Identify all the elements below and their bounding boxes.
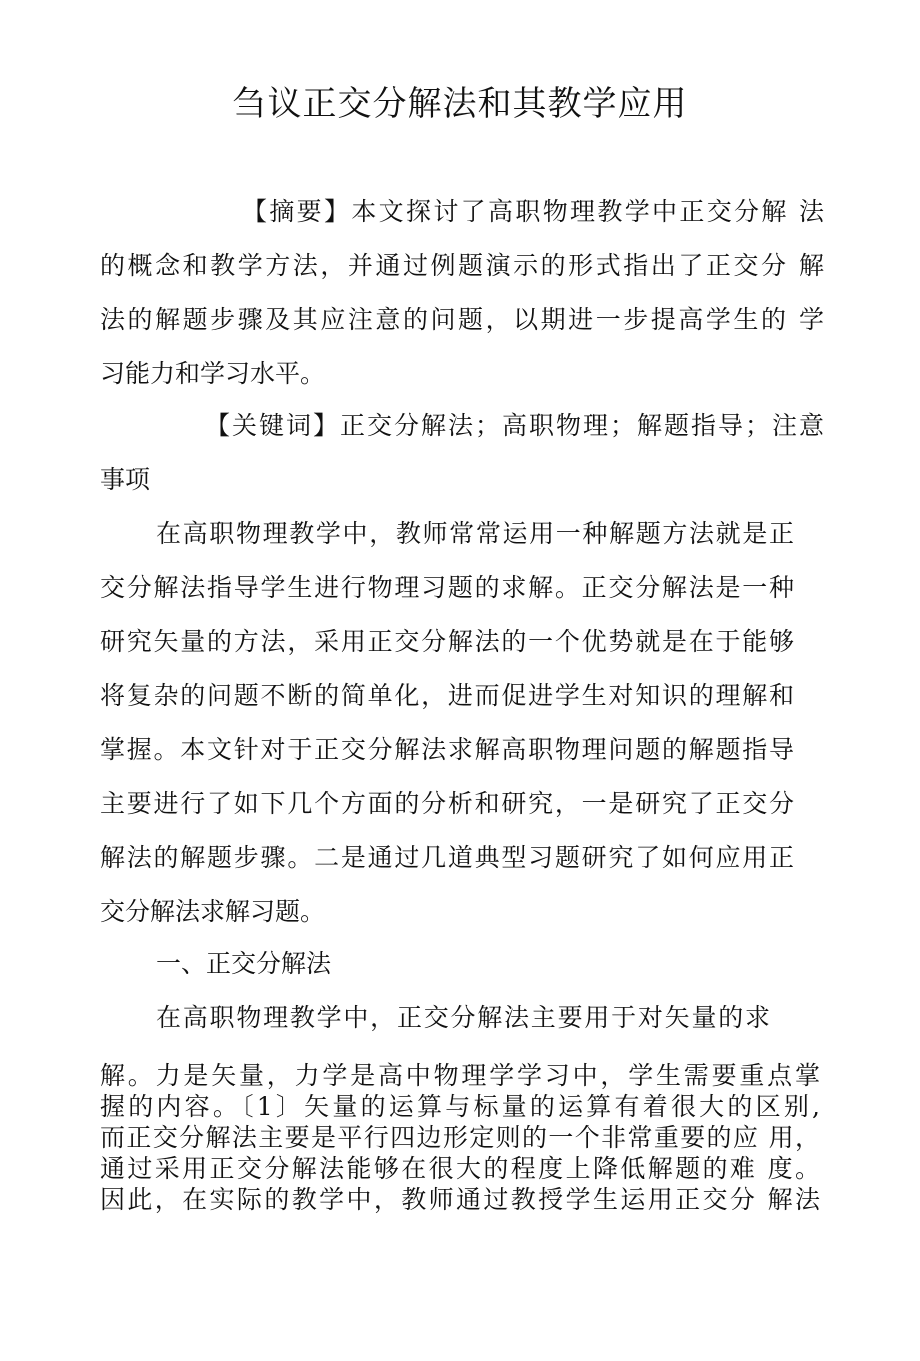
body-line: 在高职物理教学中，正交分解法主要用于对矢量的求 — [156, 1003, 770, 1032]
section-heading — [100, 937, 824, 991]
section-paragraph-continued — [100, 1060, 820, 1215]
section-heading-text: 一、正交分解法 — [156, 949, 332, 978]
body-line: 交分解法求解习题。 — [100, 897, 326, 926]
keywords-paragraph — [100, 399, 824, 507]
section-paragraph-first-line — [100, 991, 770, 1045]
body-line: 研究矢量的方法，采用正交分解法的一个优势就是在于能够 — [100, 627, 794, 656]
keywords-line: 【关键词】正交分解法；高职物理；解题指导；注意 — [205, 411, 824, 440]
keywords-line: 事项 — [100, 465, 151, 494]
abstract-line: 【摘要】本文探讨了高职物理教学中正交分解 法 — [242, 197, 824, 226]
abstract-paragraph — [100, 185, 824, 401]
abstract-line: 习能力和学习水平。 — [100, 359, 326, 388]
body-line: 而正交分解法主要是平行四边形定则的一个非常重要的应 用， — [100, 1123, 820, 1152]
body-line: 通过采用正交分解法能够在很大的程度上降低解题的难 度。 — [100, 1154, 820, 1183]
body-line: 握的内容。〔1〕矢量的运算与标量的运算有着很大的区别, — [100, 1092, 820, 1121]
body-line: 交分解法指导学生进行物理习题的求解。正交分解法是一种 — [100, 573, 794, 602]
body-line: 在高职物理教学中，教师常常运用一种解题方法就是正 — [156, 519, 794, 548]
abstract-line: 的概念和教学方法，并通过例题演示的形式指出了正交分 解 — [100, 251, 824, 280]
body-line: 因此，在实际的教学中，教师通过教授学生运用正交分 解法 — [100, 1185, 820, 1214]
abstract-line: 法的解题步骤及其应注意的问题，以期进一步提高学生的 学 — [100, 305, 824, 334]
document-title: 刍议正交分解法和其教学应用 — [232, 84, 688, 124]
intro-paragraph — [100, 507, 794, 939]
body-line: 掌握。本文针对于正交分解法求解高职物理问题的解题指导 — [100, 735, 794, 764]
body-line: 解法的解题步骤。二是通过几道典型习题研究了如何应用正 — [100, 843, 794, 872]
body-line: 主要进行了如下几个方面的分析和研究，一是研究了正交分 — [100, 789, 794, 818]
body-line: 将复杂的问题不断的简单化，进而促进学生对知识的理解和 — [100, 681, 794, 710]
body-line: 解。力是矢量，力学是高中物理学学习中，学生需要重点掌 — [100, 1061, 820, 1090]
